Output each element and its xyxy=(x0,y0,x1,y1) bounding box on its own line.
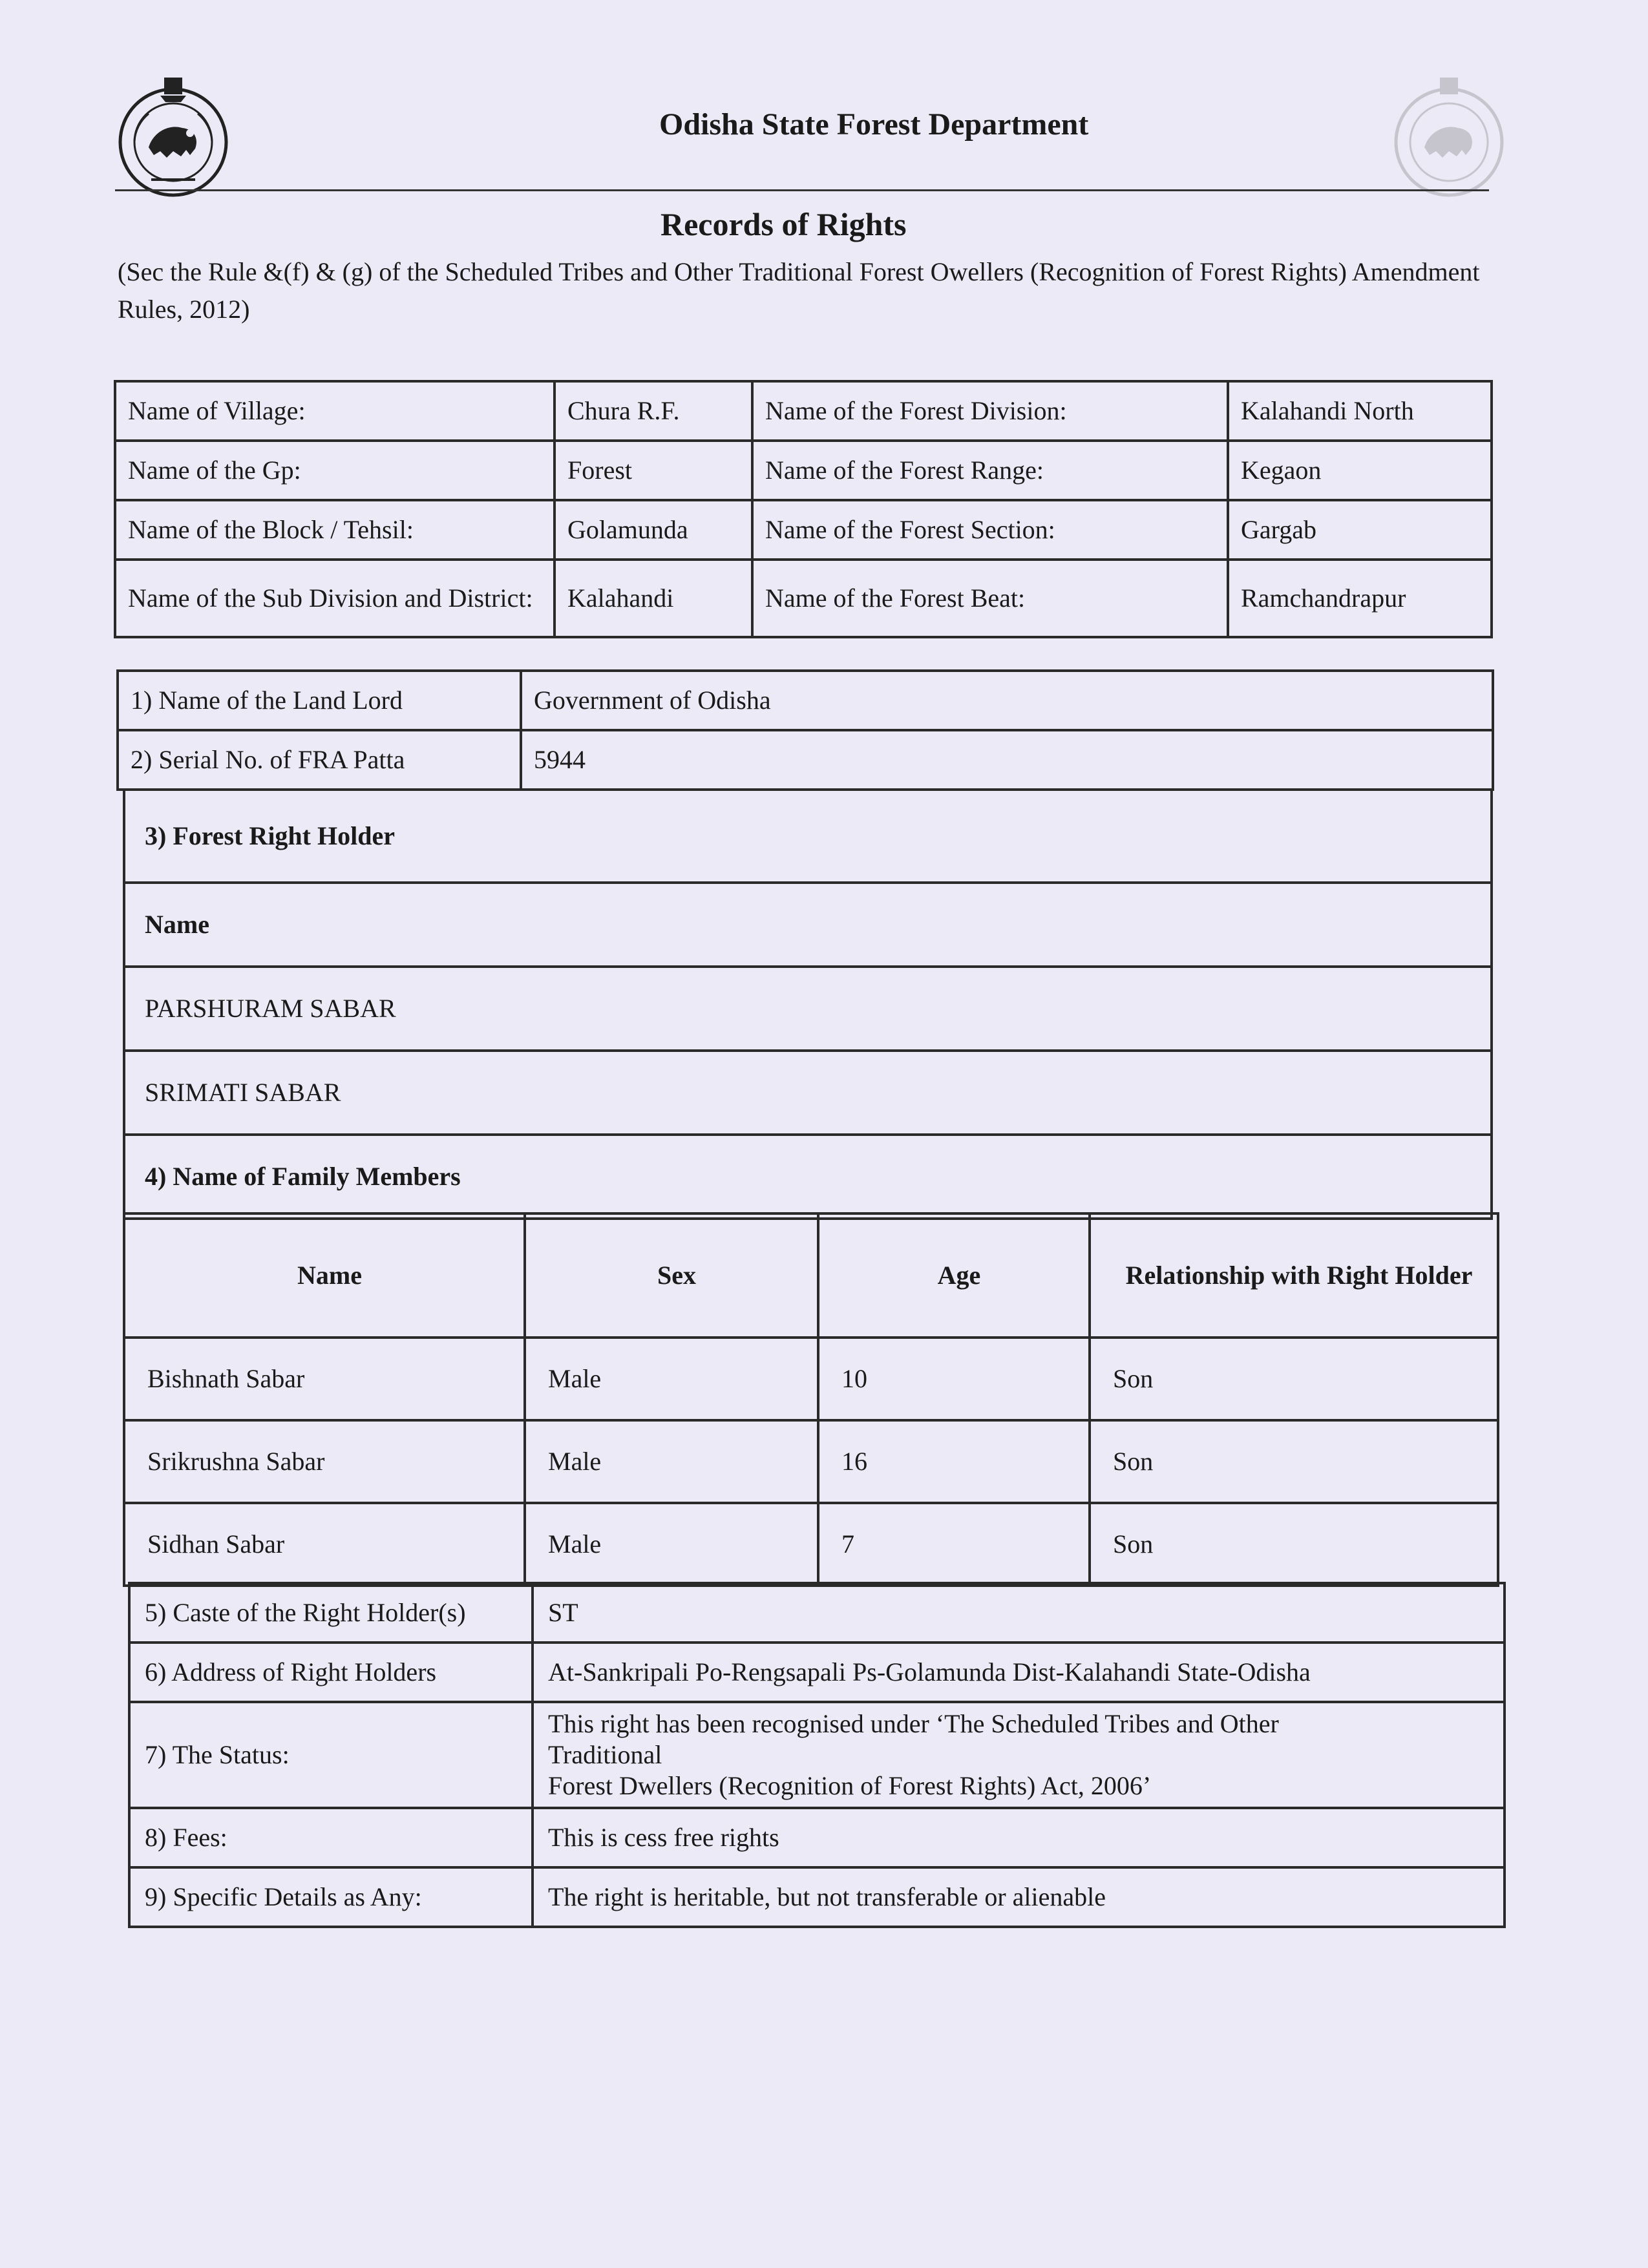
table-row xyxy=(115,560,1492,637)
member-relation: Son xyxy=(1090,1503,1498,1586)
table-row xyxy=(118,671,1493,730)
gp-label: Name of the Gp: xyxy=(115,441,555,500)
gp-value: Forest xyxy=(555,441,752,500)
table-row xyxy=(115,381,1492,441)
details-table xyxy=(128,1582,1506,1928)
family-section-heading: 4) Name of Family Members xyxy=(124,1135,1492,1219)
table-row xyxy=(124,1051,1492,1135)
table-row xyxy=(118,730,1493,790)
block-label: Name of the Block / Tehsil: xyxy=(115,500,555,560)
right-holder-table xyxy=(123,788,1493,1220)
document-title: Records of Rights xyxy=(660,206,907,242)
location-table xyxy=(114,380,1493,638)
member-age: 16 xyxy=(818,1420,1090,1503)
member-sex: Male xyxy=(525,1503,818,1586)
subdivision-value: Kalahandi xyxy=(555,560,752,637)
table-row xyxy=(129,1808,1505,1867)
status-value xyxy=(533,1702,1505,1808)
block-value: Golamunda xyxy=(555,500,752,560)
status-line: Traditional xyxy=(548,1740,662,1769)
forest-beat-value: Ramchandrapur xyxy=(1228,560,1492,637)
member-relation: Son xyxy=(1090,1420,1498,1503)
address-label: 6) Address of Right Holders xyxy=(129,1643,533,1702)
right-holder-name: PARSHURAM SABAR xyxy=(124,967,1492,1051)
table-row xyxy=(115,500,1492,560)
table-row xyxy=(129,1702,1505,1808)
column-header-sex: Sex xyxy=(525,1213,818,1338)
land-lord-value: Government of Odisha xyxy=(521,671,1493,730)
specific-details-label: 9) Specific Details as Any: xyxy=(129,1867,533,1927)
table-row xyxy=(124,1135,1492,1219)
caste-value: ST xyxy=(533,1583,1505,1643)
address-value: At-Sankripali Po-Rengsapali Ps-Golamunda Dist-Kalahandi State-Odisha xyxy=(533,1643,1505,1702)
member-age: 7 xyxy=(818,1503,1090,1586)
table-row xyxy=(124,1503,1498,1586)
table-row xyxy=(124,883,1492,967)
member-sex: Male xyxy=(525,1338,818,1420)
forest-section-value: Gargab xyxy=(1228,500,1492,560)
header-divider xyxy=(115,189,1489,191)
right-holder-name: SRIMATI SABAR xyxy=(124,1051,1492,1135)
table-row xyxy=(124,967,1492,1051)
forest-division-label: Name of the Forest Division: xyxy=(752,381,1228,441)
status-label: 7) The Status: xyxy=(129,1702,533,1808)
right-holder-section-heading: 3) Forest Right Holder xyxy=(124,790,1492,883)
member-name: Bishnath Sabar xyxy=(124,1338,525,1420)
village-label: Name of Village: xyxy=(115,381,555,441)
rule-reference-note: (Sec the Rule &(f) & (g) of the Scheduled Tribes and Other Traditional Forest Owellers (Recognition of Forest Rights) Amendment Rules, 2012) xyxy=(118,257,1480,324)
village-value: Chura R.F. xyxy=(555,381,752,441)
table-row xyxy=(124,1338,1498,1420)
right-holder-name-header: Name xyxy=(124,883,1492,967)
table-row xyxy=(124,790,1492,883)
member-age: 10 xyxy=(818,1338,1090,1420)
column-header-age: Age xyxy=(818,1213,1090,1338)
patta-serial-label: 2) Serial No. of FRA Patta xyxy=(118,730,521,790)
department-title: Odisha State Forest Department xyxy=(659,107,1089,142)
forest-beat-label: Name of the Forest Beat: xyxy=(752,560,1228,637)
member-name: Sidhan Sabar xyxy=(124,1503,525,1586)
column-header-relationship: Relationship with Right Holder xyxy=(1090,1213,1498,1338)
land-lord-label: 1) Name of the Land Lord xyxy=(118,671,521,730)
member-name: Srikrushna Sabar xyxy=(124,1420,525,1503)
odisha-emblem-icon xyxy=(109,71,238,200)
caste-label: 5) Caste of the Right Holder(s) xyxy=(129,1583,533,1643)
table-row xyxy=(129,1583,1505,1643)
forest-range-value: Kegaon xyxy=(1228,441,1492,500)
table-row xyxy=(129,1867,1505,1927)
faint-odisha-emblem-icon xyxy=(1384,71,1514,200)
forest-section-label: Name of the Forest Section: xyxy=(752,500,1228,560)
specific-details-value: The right is heritable, but not transferable or alienable xyxy=(533,1867,1505,1927)
forest-division-value: Kalahandi North xyxy=(1228,381,1492,441)
forest-range-label: Name of the Forest Range: xyxy=(752,441,1228,500)
member-sex: Male xyxy=(525,1420,818,1503)
column-header-name: Name xyxy=(124,1213,525,1338)
table-row xyxy=(129,1643,1505,1702)
member-relation: Son xyxy=(1090,1338,1498,1420)
family-members-table xyxy=(123,1212,1499,1587)
fees-label: 8) Fees: xyxy=(129,1808,533,1867)
patta-table xyxy=(116,669,1494,791)
status-line: This right has been recognised under ‘The Scheduled Tribes and Other xyxy=(548,1709,1279,1738)
table-row xyxy=(124,1420,1498,1503)
table-row xyxy=(115,441,1492,500)
subdivision-label: Name of the Sub Division and District: xyxy=(115,560,555,637)
fees-value: This is cess free rights xyxy=(533,1808,1505,1867)
status-line: Forest Dwellers (Recognition of Forest Rights) Act, 2006’ xyxy=(548,1771,1152,1800)
table-header-row xyxy=(124,1213,1498,1338)
patta-serial-value: 5944 xyxy=(521,730,1493,790)
